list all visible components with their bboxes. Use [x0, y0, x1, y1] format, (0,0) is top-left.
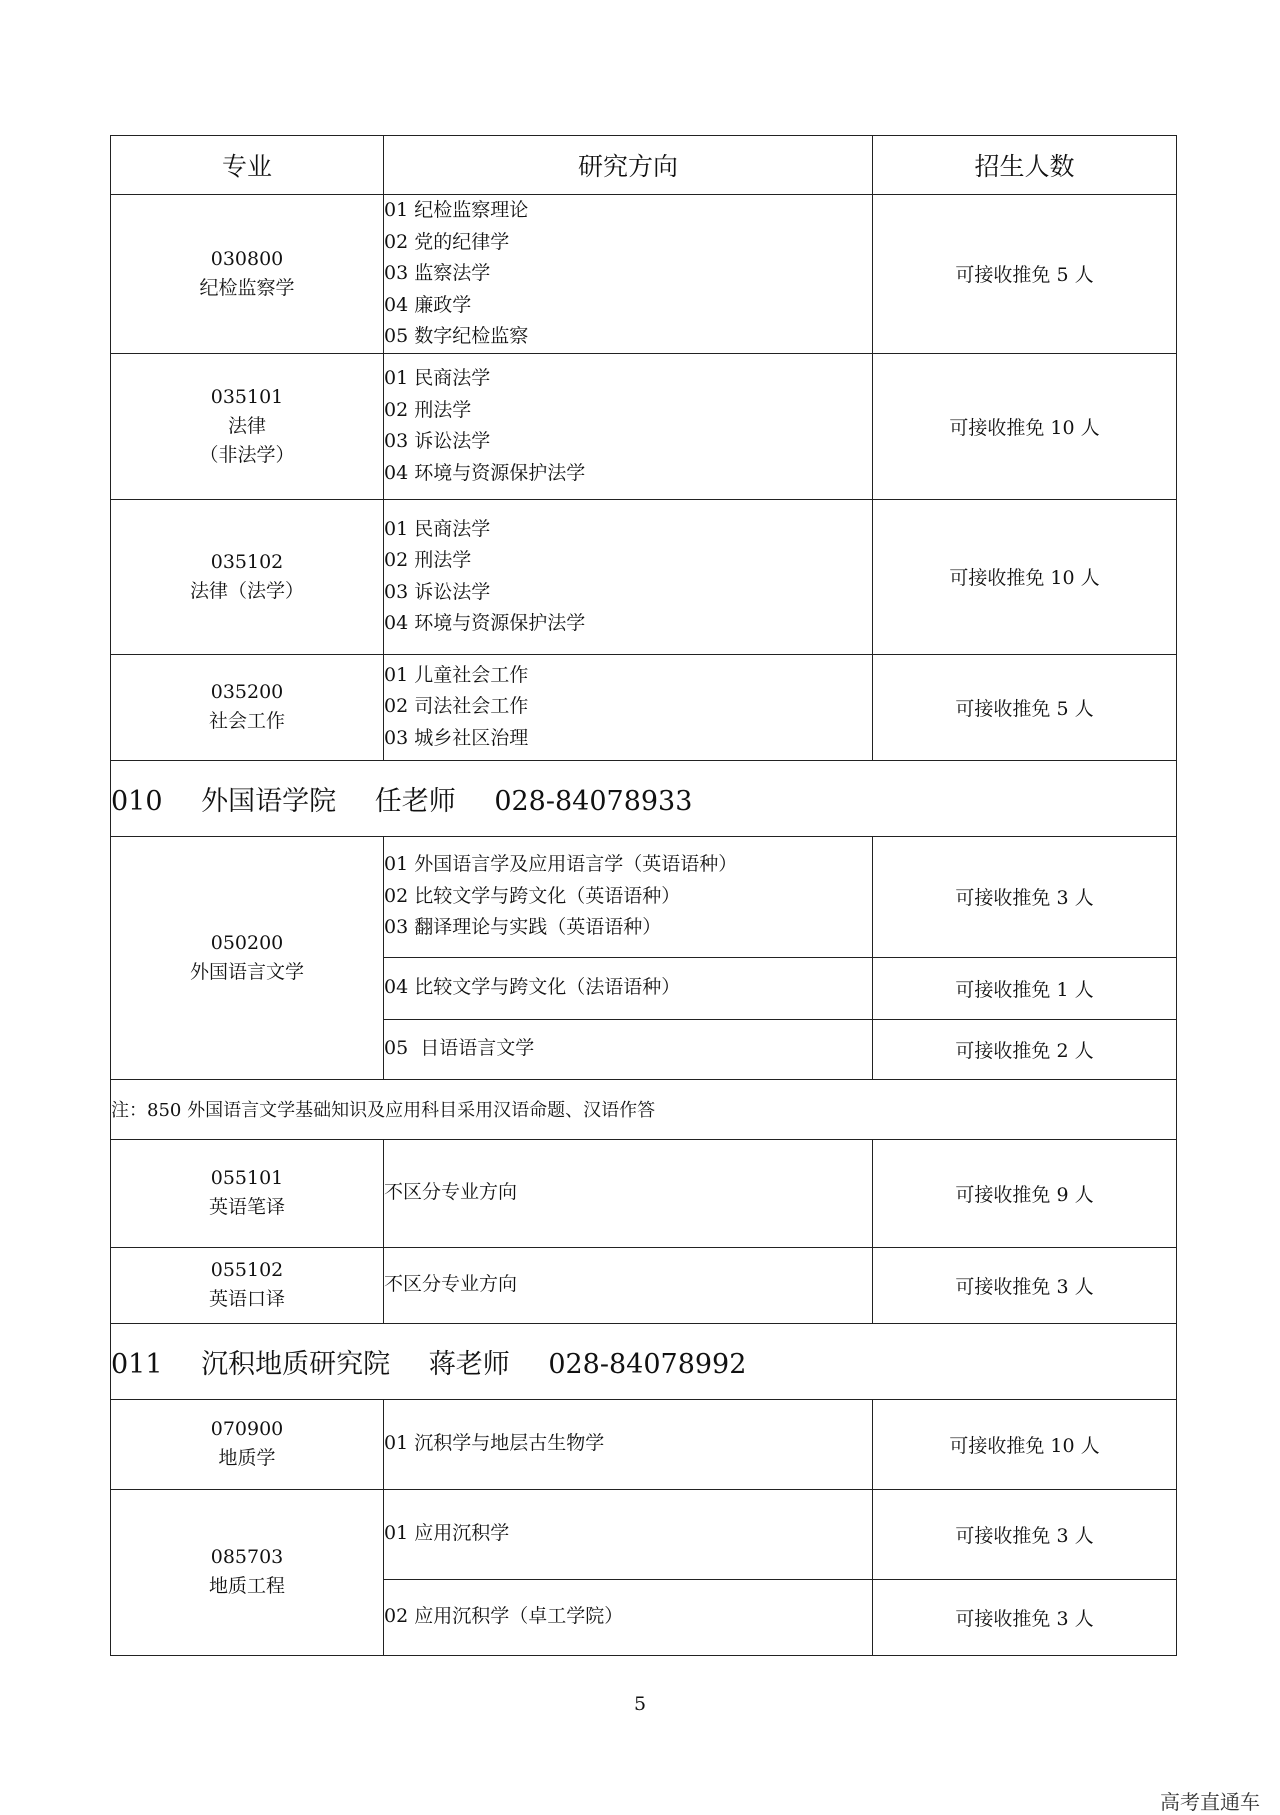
table-row: [111, 1247, 1177, 1323]
direction-item: 02 党的纪律学: [384, 230, 510, 253]
table-row: [111, 1489, 1177, 1579]
section-name: 外国语学院: [201, 785, 337, 817]
major-cell: [111, 1247, 384, 1323]
major-code: 050200: [210, 931, 284, 954]
section-phone: 028-84078933: [494, 785, 693, 817]
direction-item: 03 监察法学: [384, 262, 491, 284]
section-code: 010: [111, 785, 163, 817]
section-contact: 蒋老师: [428, 1348, 510, 1380]
direction-cell: [384, 1579, 873, 1655]
section-phone: 028-84078992: [548, 1348, 747, 1380]
direction-item: 03 诉讼法学: [384, 430, 491, 452]
direction-item: 不区分专业方向: [384, 1181, 518, 1204]
direction-item: 04 廉政学: [384, 293, 472, 316]
header-quota: 招生人数: [873, 136, 1177, 195]
major-cell: [111, 1139, 384, 1247]
table-row: [111, 1139, 1177, 1247]
quota-cell: 可接收推免 3 人: [873, 1247, 1177, 1323]
direction-cell: [384, 1139, 873, 1247]
quota-cell: 可接收推免 10 人: [873, 499, 1177, 654]
table-row: [111, 654, 1177, 760]
direction-cell: [384, 1399, 873, 1489]
table-row: [111, 195, 1177, 354]
section-contact: 任老师: [374, 785, 456, 817]
major-code: 035200: [210, 681, 284, 703]
major-cell: [111, 353, 384, 499]
major-cell: [111, 195, 384, 354]
direction-item: 03 城乡社区治理: [384, 726, 529, 749]
major-code: 085703: [210, 1546, 284, 1568]
quota-cell: 可接收推免 9 人: [873, 1139, 1177, 1247]
major-name: 英语口译: [208, 1288, 285, 1310]
table-header-row: [111, 136, 1177, 195]
table-row: [111, 836, 1177, 957]
quota-cell: 可接收推免 5 人: [873, 195, 1177, 354]
major-code: 055102: [210, 1259, 284, 1281]
direction-item: 03 诉讼法学: [384, 580, 491, 603]
major-name: 纪检监察学: [199, 276, 295, 299]
direction-item: 01 儿童社会工作: [384, 663, 529, 686]
direction-cell: [384, 1247, 873, 1323]
major-name: 法律: [227, 414, 266, 437]
major-cell: [111, 836, 384, 1079]
direction-cell: [384, 957, 873, 1019]
direction-item: 01 外国语言学及应用语言学（英语语种）: [384, 853, 738, 876]
header-major: 专业: [111, 136, 384, 195]
direction-cell: [384, 654, 873, 760]
direction-item: 02 应用沉积学（卓工学院）: [384, 1605, 624, 1628]
quota-cell: 可接收推免 2 人: [873, 1019, 1177, 1079]
quota-cell: 可接收推免 5 人: [873, 654, 1177, 760]
major-cell: [111, 654, 384, 760]
direction-cell: [384, 836, 873, 957]
direction-item: 01 沉积学与地层古生物学: [384, 1432, 605, 1455]
direction-item: 04 环境与资源保护法学: [384, 461, 586, 484]
direction-cell: [384, 1489, 873, 1579]
table-row: [111, 353, 1177, 499]
major-cell: [111, 499, 384, 654]
header-direction: 研究方向: [384, 136, 873, 195]
quota-cell: 可接收推免 10 人: [873, 353, 1177, 499]
direction-item: 01 纪检监察理论: [384, 199, 529, 221]
major-code: 055101: [210, 1167, 284, 1189]
quota-cell: 可接收推免 3 人: [873, 836, 1177, 957]
major-name: 外国语言文学: [189, 960, 304, 983]
section-header-row: [111, 1323, 1177, 1399]
major-name: 地质学: [218, 1447, 276, 1469]
direction-item: 02 刑法学: [384, 549, 472, 571]
direction-item: 03 翻译理论与实践（英语语种）: [384, 916, 662, 939]
major-code: 035101: [210, 385, 284, 408]
quota-cell: 可接收推免 3 人: [873, 1579, 1177, 1655]
direction-cell: [384, 353, 873, 499]
direction-item: 01 民商法学: [384, 367, 491, 389]
direction-cell: [384, 195, 873, 354]
watermark-text: 高考直通车: [1160, 1790, 1260, 1814]
table-row: [111, 499, 1177, 654]
major-code: 030800: [210, 247, 284, 270]
section-header-foreign-languages: [111, 760, 1177, 836]
major-cell: [111, 1399, 384, 1489]
note-row: [111, 1079, 1177, 1139]
section-name: 沉积地质研究院: [201, 1348, 391, 1380]
note-text: 注：850 外国语言文学基础知识及应用科目采用汉语命题、汉语作答: [111, 1079, 1177, 1139]
section-header-row: [111, 760, 1177, 836]
major-name: 地质工程: [208, 1575, 285, 1597]
major-code: 035102: [210, 550, 284, 573]
direction-item: 02 刑法学: [384, 398, 472, 421]
direction-item: 不区分专业方向: [384, 1273, 518, 1296]
table-row: [111, 1399, 1177, 1489]
direction-item: 04 环境与资源保护法学: [384, 612, 586, 634]
direction-item: 02 司法社会工作: [384, 695, 529, 718]
quota-cell: 可接收推免 1 人: [873, 957, 1177, 1019]
page-number: 5: [633, 1693, 647, 1715]
direction-cell: [384, 1019, 873, 1079]
major-cell: [111, 1489, 384, 1655]
direction-item: 02 比较文学与跨文化（英语语种）: [384, 884, 681, 907]
direction-item: 05 数字纪检监察: [384, 325, 529, 347]
direction-item: 04 比较文学与跨文化（法语语种）: [384, 976, 681, 999]
quota-cell: 可接收推免 10 人: [873, 1399, 1177, 1489]
section-code: 011: [111, 1348, 163, 1380]
major-name: 法律（法学）: [189, 579, 304, 602]
admission-table: [110, 135, 1177, 1656]
major-code: 070900: [210, 1418, 284, 1440]
direction-cell: [384, 499, 873, 654]
quota-cell: 可接收推免 3 人: [873, 1489, 1177, 1579]
direction-item: 01 应用沉积学: [384, 1522, 510, 1545]
direction-item: 05 日语语言文学: [384, 1037, 535, 1060]
major-subname: （非法学）: [199, 443, 295, 466]
section-header-sedimentary-geology: [111, 1323, 1177, 1399]
major-name: 社会工作: [208, 710, 285, 732]
major-name: 英语笔译: [208, 1196, 285, 1218]
direction-item: 01 民商法学: [384, 517, 491, 540]
